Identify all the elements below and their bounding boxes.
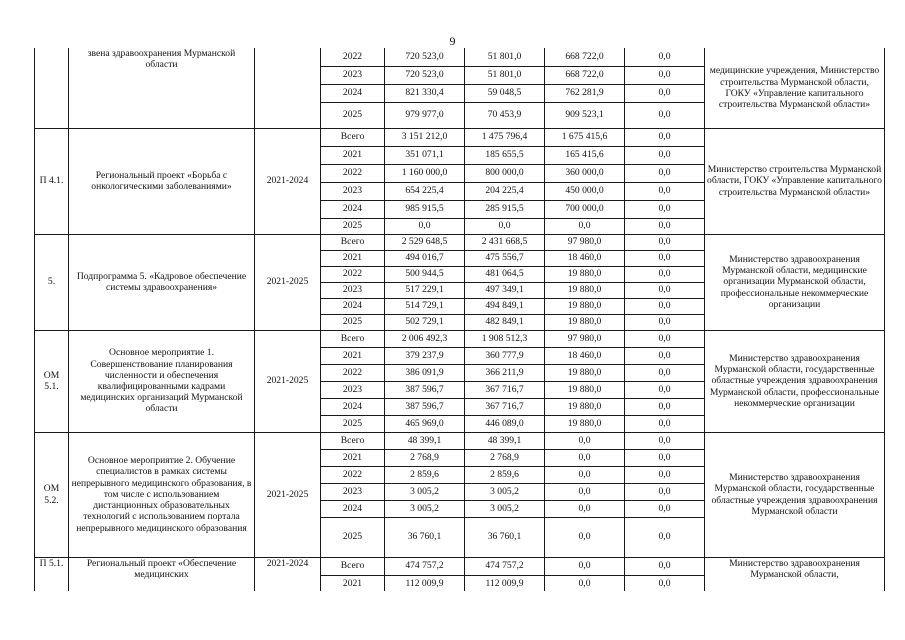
federal-budget-cell: 97 980,0 [545,234,625,250]
federal-budget-cell: 0,0 [545,449,625,466]
total-cell: 1 160 000,0 [385,164,465,182]
federal-budget-cell: 762 281,9 [545,84,625,102]
regional-budget-cell: 0,0 [465,218,545,234]
federal-budget-cell: 0,0 [545,517,625,557]
item-period [255,48,321,128]
federal-budget-cell: 19 880,0 [545,266,625,282]
year-cell: 2024 [321,500,385,517]
year-cell: 2021 [321,347,385,364]
federal-budget-cell: 18 460,0 [545,250,625,266]
regional-budget-cell: 446 089,0 [465,415,545,432]
regional-budget-cell: 367 716,7 [465,381,545,398]
total-cell: 2 768,9 [385,449,465,466]
executor-cell: Министерство здравоохранения Мурманской области, медицинские организации Мурманской области, профессиональные некоммерческие организации [705,234,885,330]
other-sources-cell: 0,0 [625,449,705,466]
item-number: ОМ 5.1. [35,330,69,432]
other-sources-cell: 0,0 [625,575,705,591]
year-cell: 2021 [321,250,385,266]
other-sources-cell: 0,0 [625,200,705,218]
other-sources-cell: 0,0 [625,102,705,128]
other-sources-cell: 0,0 [625,234,705,250]
federal-budget-cell: 19 880,0 [545,398,625,415]
federal-budget-cell: 1 675 415,6 [545,128,625,146]
executor-cell: медицинские учреждения, Министерство строительства Мурманской области, ГОКУ «Управление капитального строительства Мурманской области» [705,48,885,128]
regional-budget-cell: 481 064,5 [465,266,545,282]
other-sources-cell: 0,0 [625,415,705,432]
table-row [35,48,885,66]
other-sources-cell: 0,0 [625,84,705,102]
regional-budget-cell: 800 000,0 [465,164,545,182]
other-sources-cell: 0,0 [625,483,705,500]
year-cell: 2024 [321,398,385,415]
total-cell: 48 399,1 [385,432,465,449]
other-sources-cell: 0,0 [625,517,705,557]
year-cell: 2023 [321,483,385,500]
regional-budget-cell: 360 777,9 [465,347,545,364]
year-cell: 2022 [321,466,385,483]
total-cell: 379 237,9 [385,347,465,364]
total-cell: 0,0 [385,218,465,234]
total-cell: 985 915,5 [385,200,465,218]
total-cell: 351 071,1 [385,146,465,164]
federal-budget-cell: 165 415,6 [545,146,625,164]
other-sources-cell: 0,0 [625,347,705,364]
federal-budget-cell: 360 000,0 [545,164,625,182]
total-cell: 821 330,4 [385,84,465,102]
regional-budget-cell: 494 849,1 [465,298,545,314]
total-cell: 36 760,1 [385,517,465,557]
total-cell: 386 091,9 [385,364,465,381]
other-sources-cell: 0,0 [625,282,705,298]
regional-budget-cell: 474 757,2 [465,557,545,575]
year-cell: 2025 [321,517,385,557]
item-name: Региональный проект «Борьба с онкологическими заболеваниями» [69,128,255,234]
federal-budget-cell: 18 460,0 [545,347,625,364]
total-cell: 517 229,1 [385,282,465,298]
page-number: 9 [449,34,456,48]
regional-budget-cell: 2 768,9 [465,449,545,466]
item-period: 2021-2025 [255,432,321,557]
other-sources-cell: 0,0 [625,466,705,483]
total-cell: 2 006 492,3 [385,330,465,347]
year-cell: Всего [321,557,385,575]
federal-budget-cell: 19 880,0 [545,381,625,398]
total-cell: 112 009,9 [385,575,465,591]
year-cell: 2022 [321,164,385,182]
year-cell: 2024 [321,200,385,218]
federal-budget-cell: 0,0 [545,557,625,575]
regional-budget-cell: 2 859,6 [465,466,545,483]
year-cell: Всего [321,432,385,449]
total-cell: 720 523,0 [385,66,465,84]
year-cell: 2022 [321,48,385,66]
other-sources-cell: 0,0 [625,128,705,146]
item-name: Основное мероприятие 1. Совершенствование планирования численности и обеспечения квалифицированными кадрами медицинских организаций Мурманской области [69,330,255,432]
federal-budget-cell: 19 880,0 [545,364,625,381]
federal-budget-cell: 0,0 [545,432,625,449]
item-number: 5. [35,234,69,330]
budget-table [34,48,885,591]
year-cell: Всего [321,330,385,347]
federal-budget-cell: 668 722,0 [545,48,625,66]
federal-budget-cell: 19 880,0 [545,314,625,330]
other-sources-cell: 0,0 [625,330,705,347]
other-sources-cell: 0,0 [625,432,705,449]
year-cell: 2024 [321,84,385,102]
other-sources-cell: 0,0 [625,164,705,182]
total-cell: 494 016,7 [385,250,465,266]
federal-budget-cell: 0,0 [545,466,625,483]
regional-budget-cell: 1 475 796,4 [465,128,545,146]
regional-budget-cell: 51 801,0 [465,48,545,66]
year-cell: 2024 [321,298,385,314]
year-cell: 2023 [321,66,385,84]
regional-budget-cell: 497 349,1 [465,282,545,298]
regional-budget-cell: 70 453,9 [465,102,545,128]
other-sources-cell: 0,0 [625,266,705,282]
other-sources-cell: 0,0 [625,218,705,234]
other-sources-cell: 0,0 [625,557,705,575]
regional-budget-cell: 51 801,0 [465,66,545,84]
regional-budget-cell: 204 225,4 [465,182,545,200]
total-cell: 502 729,1 [385,314,465,330]
other-sources-cell: 0,0 [625,182,705,200]
year-cell: Всего [321,234,385,250]
total-cell: 720 523,0 [385,48,465,66]
year-cell: 2021 [321,575,385,591]
total-cell: 2 529 648,5 [385,234,465,250]
regional-budget-cell: 366 211,9 [465,364,545,381]
federal-budget-cell: 19 880,0 [545,298,625,314]
regional-budget-cell: 112 009,9 [465,575,545,591]
executor-cell: Министерство здравоохранения Мурманской области, государственные областные учреждения здравоохранения Мурманской области, профессиональные некоммерческие организации [705,330,885,432]
total-cell: 654 225,4 [385,182,465,200]
federal-budget-cell: 0,0 [545,575,625,591]
other-sources-cell: 0,0 [625,364,705,381]
regional-budget-cell: 3 005,2 [465,483,545,500]
total-cell: 500 944,5 [385,266,465,282]
regional-budget-cell: 475 556,7 [465,250,545,266]
item-name: звена здравоохранения Мурманской области [69,48,255,128]
total-cell: 474 757,2 [385,557,465,575]
regional-budget-cell: 3 005,2 [465,500,545,517]
other-sources-cell: 0,0 [625,398,705,415]
year-cell: 2021 [321,146,385,164]
federal-budget-cell: 0,0 [545,483,625,500]
federal-budget-cell: 19 880,0 [545,415,625,432]
other-sources-cell: 0,0 [625,500,705,517]
item-name: Подпрограмма 5. «Кадровое обеспечение системы здравоохранения» [69,234,255,330]
table-row [35,234,885,250]
item-number: ОМ 5.2. [35,432,69,557]
regional-budget-cell: 285 915,5 [465,200,545,218]
table-row [35,557,885,575]
other-sources-cell: 0,0 [625,146,705,164]
federal-budget-cell: 668 722,0 [545,66,625,84]
item-period: 2021-2025 [255,330,321,432]
other-sources-cell: 0,0 [625,298,705,314]
regional-budget-cell: 1 908 512,3 [465,330,545,347]
item-period: 2021-2024 [255,128,321,234]
item-number [35,48,69,128]
executor-cell: Министерство строительства Мурманской области, ГОКУ «Управление капитального строительства Мурманской области» [705,128,885,234]
executor-cell: Министерство здравоохранения Мурманской области, государственные областные учреждения здравоохранения Мурманской области [705,432,885,557]
year-cell: 2022 [321,364,385,381]
regional-budget-cell: 367 716,7 [465,398,545,415]
item-number: П 4.1. [35,128,69,234]
regional-budget-cell: 2 431 668,5 [465,234,545,250]
federal-budget-cell: 19 880,0 [545,282,625,298]
item-period: 2021-2025 [255,234,321,330]
year-cell: Всего [321,128,385,146]
federal-budget-cell: 0,0 [545,500,625,517]
other-sources-cell: 0,0 [625,66,705,84]
other-sources-cell: 0,0 [625,314,705,330]
regional-budget-cell: 36 760,1 [465,517,545,557]
federal-budget-cell: 0,0 [545,218,625,234]
total-cell: 387 596,7 [385,381,465,398]
year-cell: 2025 [321,102,385,128]
other-sources-cell: 0,0 [625,381,705,398]
other-sources-cell: 0,0 [625,48,705,66]
total-cell: 3 151 212,0 [385,128,465,146]
table-row [35,330,885,347]
regional-budget-cell: 185 655,5 [465,146,545,164]
federal-budget-cell: 700 000,0 [545,200,625,218]
item-name: Основное мероприятие 2. Обучение специалистов в рамках системы непрерывного медицинского образования, в том числе с использованием дистанционных образовательных технологий с использованием портала непрерывного медицинского образования [69,432,255,557]
total-cell: 514 729,1 [385,298,465,314]
federal-budget-cell: 97 980,0 [545,330,625,347]
table-row [35,432,885,449]
item-period: 2021-2024 [255,557,321,591]
year-cell: 2025 [321,314,385,330]
year-cell: 2025 [321,218,385,234]
federal-budget-cell: 909 523,1 [545,102,625,128]
total-cell: 2 859,6 [385,466,465,483]
total-cell: 3 005,2 [385,483,465,500]
regional-budget-cell: 59 048,5 [465,84,545,102]
year-cell: 2023 [321,381,385,398]
total-cell: 465 969,0 [385,415,465,432]
year-cell: 2021 [321,449,385,466]
regional-budget-cell: 48 399,1 [465,432,545,449]
other-sources-cell: 0,0 [625,250,705,266]
regional-budget-cell: 482 849,1 [465,314,545,330]
item-number: П 5.1. [35,557,69,591]
year-cell: 2022 [321,266,385,282]
total-cell: 387 596,7 [385,398,465,415]
total-cell: 3 005,2 [385,500,465,517]
year-cell: 2023 [321,282,385,298]
year-cell: 2023 [321,182,385,200]
total-cell: 979 977,0 [385,102,465,128]
item-name: Региональный проект «Обеспечение медицинских [69,557,255,591]
federal-budget-cell: 450 000,0 [545,182,625,200]
table-row [35,128,885,146]
executor-cell: Министерство здравоохранения Мурманской области, [705,557,885,591]
year-cell: 2025 [321,415,385,432]
